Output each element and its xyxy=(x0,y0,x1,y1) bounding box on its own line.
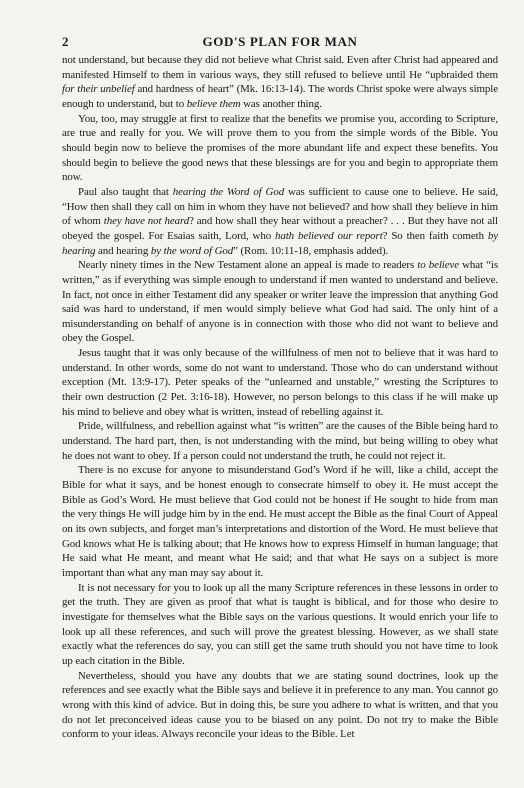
text-run: Jesus taught that it was only because of the willfulness of men not to believe that it was hard to understand. In other words, some do not want to understand. Those who do can understand without exception (Mt. 13:9-17). Peter speaks of the “unlearned and unstable,” wresting the Scriptures to their own destruction (2 Pet. 3:16-18). However, no person belongs to this class if he will make up his mind to believe and obey what is written, instead of rebelling against it. xyxy=(62,347,498,418)
text-run: Paul also taught that xyxy=(78,185,173,198)
page-header xyxy=(62,30,498,50)
text-run: It is not necessary for you to look up all the many Scripture references in these lessons in order to get the truth. They are given as proof that what is taught is biblical, and for those who desire to investigate for themselves what the Bible says on the various questions. It would enrich your life to look up all these references, and such will prove the greatest blessing. However, as we shall state exactly what the references do say, you can still get the same truth should you not have time to look up each citation in the Bible. xyxy=(62,581,498,667)
text-run: You, too, may struggle at first to realize that the benefits we promise you, according to Scripture, are true and really for you. We will prove them to you from the simple words of the Bible. You should begin now to believe the promises of the more abundant life and expect these benefits. You should begin to believe the good news that these blessings are for you and begin to appropriate them now. xyxy=(62,112,498,184)
text-run: Nevertheless, should you have any doubts that we are stating sound doctrines, look up the references and see exactly what the Bible says and believe it in preference to any man. You cannot go wrong with this kind of advice. But in doing this, be sure you adhere to what is written, and that you do not let preconceived ideas cause you to be biased on any point. Do not try to make the Bible conform to your ideas. Always reconcile your ideas to the Bible. Let xyxy=(62,669,498,741)
paragraph xyxy=(62,258,498,346)
text-run: Pride, willfulness, and rebellion against what “is written” are the causes of the Bible being hard to understand. The hard part, then, is not understanding with the mind, but being willing to obey what he does not want to obey. If a person could not understand the truth, he could not reject it. xyxy=(62,420,498,462)
text-run: not understand, but because they did not believe what Christ said. Even after Christ had appeared and manifested Himself to them in various ways, they still refused to believe until He “upbraided them xyxy=(62,54,498,81)
paragraph xyxy=(62,463,498,580)
text-run: ? So then faith cometh xyxy=(382,229,488,242)
emphasis-text: for their unbelief xyxy=(62,83,135,96)
text-run: ? and how shall they hear without a preacher? . . . But they have not all obeyed the gospel. For Esaias saith, Lord, who xyxy=(62,215,498,242)
paragraph xyxy=(62,419,498,463)
text-run: was another thing. xyxy=(240,97,322,110)
paragraph xyxy=(62,669,498,742)
text-run: Nearly ninety times in the New Testament alone an appeal is made to readers xyxy=(78,259,418,272)
text-run: and hearing xyxy=(95,244,151,257)
page-number: 2 xyxy=(62,34,69,49)
text-run: what “is written,” as if everything was simple enough to understand if men wanted to understand and believe. In fact, not once in either Testament did any speaker or writer leave the impression that anything God said was hard to understand, if men would simply believe what God had said. The only hint of a misunderstanding on behalf of anyone is in connection with those who did not want to believe and obey the Gospel. xyxy=(62,259,498,345)
body-text xyxy=(62,53,498,742)
paragraph xyxy=(62,112,498,185)
emphasis-text: by the word of God xyxy=(150,244,234,257)
paragraph xyxy=(62,346,498,419)
text-run: ” (Rom. 10:11-18, emphasis added). xyxy=(233,244,389,257)
text-run: was sufficient to cause one to believe. He said, “How then shall they call on him in whom they have not believed? and how shall they believe in him of whom xyxy=(62,185,499,228)
emphasis-text: hearing the Word of God xyxy=(172,185,285,198)
emphasis-text: by hearing xyxy=(62,229,499,257)
emphasis-text: they have not heard xyxy=(103,215,190,228)
text-run: and hardness of heart” (Mk. 16:13-14). The words Christ spoke were always simple enough to understand, but to xyxy=(62,83,498,110)
paragraph xyxy=(62,581,498,669)
text-run: There is no excuse for anyone to misunderstand God’s Word if he will, like a child, accept the Bible for what it says, and be honest enough to consecrate himself to obey it. He must accept the Bible as God’s Word. He must believe that God could not be honest if He sought to hide from man the very things He will judge him by in the end. He must accept the Bible as the final Court of Appeal on its own subjects, and forget man’s interpretations and distortion of the Word. He must believe that God knows what He is talking about; that He knows how to express Himself in human language; that He said what He meant, and meant what He said; and that what He says on a subject is more important than what any man may say about it. xyxy=(62,464,498,579)
emphasis-text: hath believed our report xyxy=(275,229,383,242)
emphasis-text: to believe xyxy=(417,259,459,272)
paragraph xyxy=(62,53,498,112)
emphasis-text: believe them xyxy=(186,97,241,110)
paragraph xyxy=(62,185,498,258)
running-head: GOD'S PLAN FOR MAN xyxy=(202,34,358,49)
